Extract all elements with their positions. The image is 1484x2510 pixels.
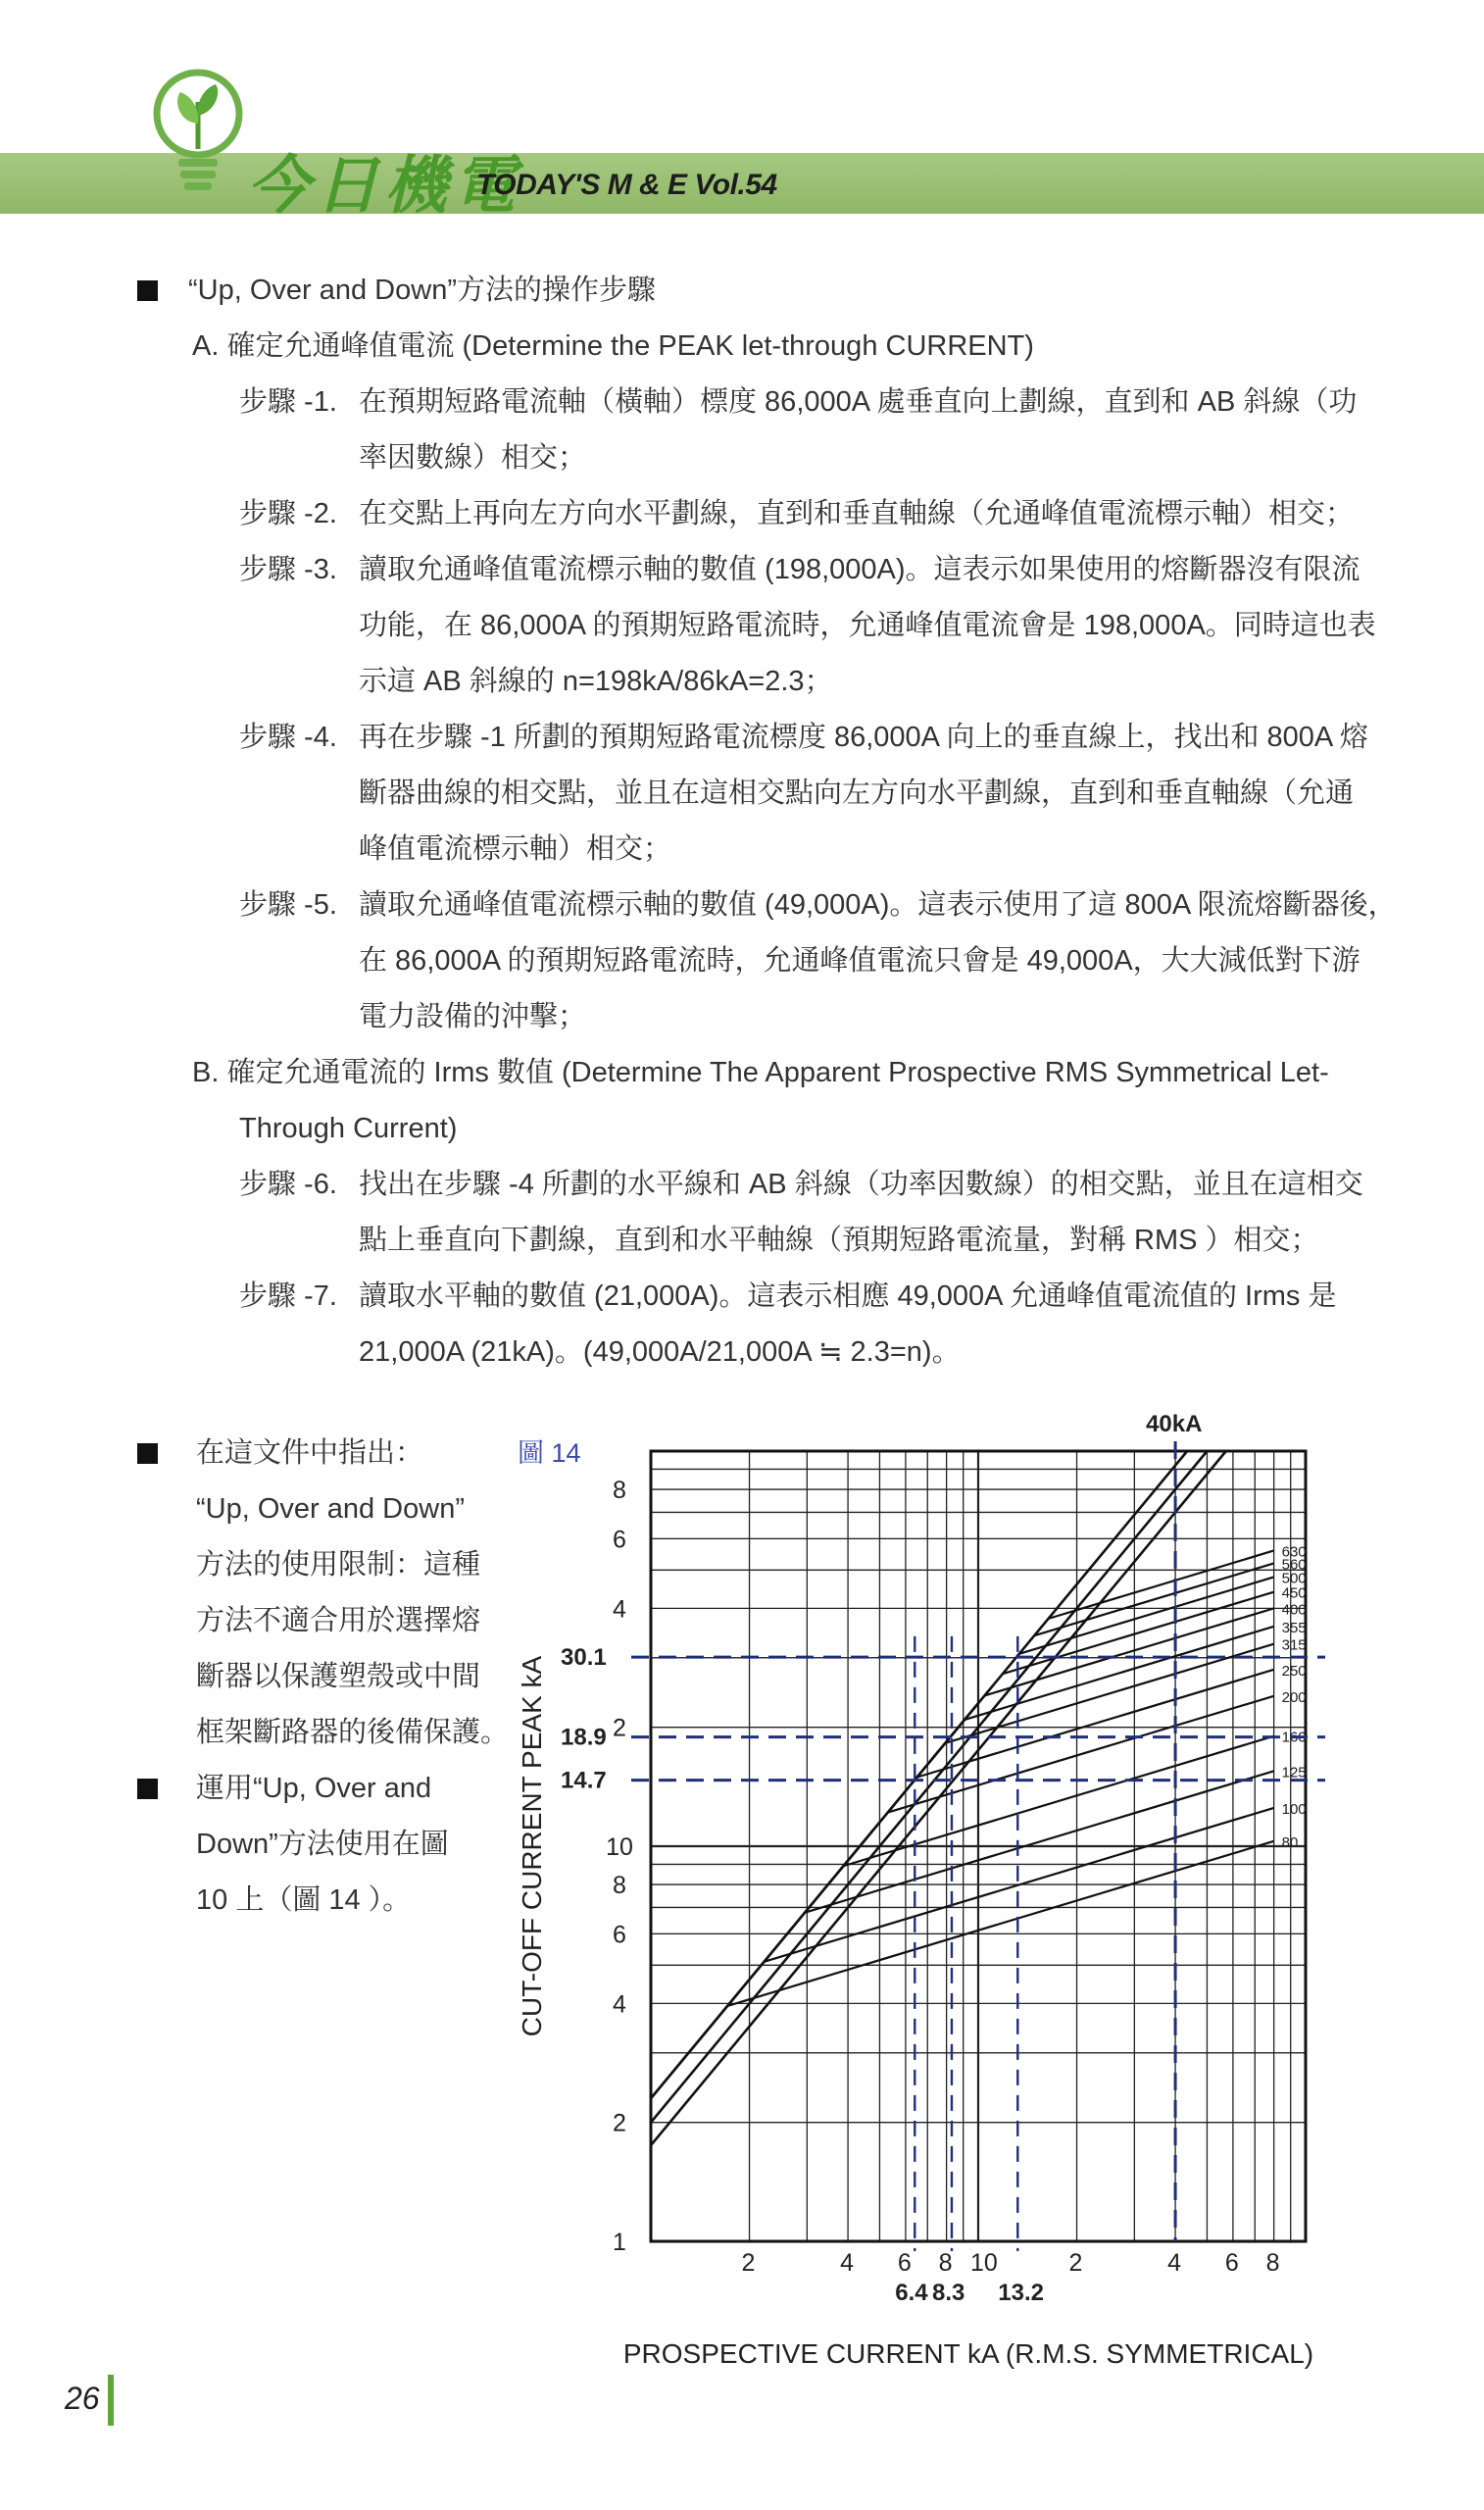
- step-4-line-2: 斷器曲線的相交點，並且在這相交點向左方向水平劃線，直到和垂直軸線（允通: [359, 778, 1355, 809]
- step-2-label: 步驟 -2.: [239, 498, 337, 529]
- page-number-bar: [108, 2375, 114, 2426]
- x-tick-label: 4: [1167, 2249, 1181, 2277]
- x-tick-label: 8: [938, 2249, 953, 2277]
- fuse-rating-label: 200: [1281, 1688, 1307, 1706]
- note1-line-6: 框架斷路器的後備保護。: [196, 1717, 510, 1748]
- note1-line-4: 方法不適合用於選擇熔: [196, 1605, 481, 1636]
- fuse-rating-label: 355: [1281, 1619, 1307, 1636]
- bullet-icon: [137, 280, 158, 301]
- step-4-line-3: 峰值電流標示軸）相交；: [359, 833, 672, 865]
- y-tick-label: 2: [613, 2109, 626, 2137]
- fuse-rating-label: 315: [1281, 1636, 1307, 1654]
- note1-line-5: 斷器以保護塑殼或中間: [196, 1661, 481, 1692]
- fuse-curve-line: [1034, 1563, 1273, 1635]
- y-tick-label: 8: [613, 1477, 626, 1505]
- fuse-rating-label: 80: [1281, 1833, 1299, 1851]
- section-heading: “Up, Over and Down”方法的操作步驟: [188, 275, 656, 306]
- y-tick-label: 4: [613, 1595, 626, 1624]
- y-tick-label: 10: [606, 1833, 633, 1861]
- page-number: 26: [65, 2381, 100, 2416]
- x-tick-label: 10: [970, 2249, 998, 2277]
- step-4-line-1: 再在步驟 -1 所劃的預期短路電流標度 86,000A 向上的垂直線上，找出和 800A 熔: [359, 722, 1368, 753]
- note1-line-1: 在這文件中指出：: [196, 1437, 424, 1469]
- y-tick-label: 8: [613, 1872, 626, 1900]
- note1-line-2: “Up, Over and Down”: [196, 1493, 465, 1525]
- fuse-curve-line: [727, 1841, 1274, 2006]
- x-tick-label: 2: [741, 2249, 756, 2277]
- note2-line-3: 10 上（圖 14 ）。: [196, 1884, 412, 1916]
- ab-line: [651, 1451, 1207, 2123]
- step-5-line-1: 讀取允通峰值電流標示軸的數值 (49,000A)。這表示使用了這 800A 限流熔斷器後，: [359, 889, 1397, 921]
- x-tick-label: 2: [1068, 2249, 1083, 2277]
- y-tick-label: 6: [613, 1921, 626, 1949]
- highlight-y-label: 18.9: [561, 1724, 607, 1751]
- x-tick-label: 8: [1265, 2249, 1280, 2277]
- part-b-title-line-1: B. 確定允通電流的 Irms 數值 (Determine The Apparent Prospective RMS Symmetrical Let-: [192, 1057, 1329, 1088]
- highlight-y-label: 14.7: [561, 1767, 607, 1794]
- fuse-curve-line: [917, 1670, 1274, 1778]
- bullet-icon: [137, 1443, 158, 1464]
- fuse-rating-label: 125: [1281, 1764, 1307, 1782]
- step-3-label: 步驟 -3.: [239, 554, 337, 585]
- step-1-label: 步驟 -1.: [239, 386, 337, 418]
- step-2-line-1: 在交點上再向左方向水平劃線，直到和垂直軸線（允通峰值電流標示軸）相交；: [359, 498, 1355, 529]
- step-6-label: 步驟 -6.: [239, 1169, 337, 1200]
- y-axis-title: CUT-OFF CURRENT PEAK kA: [517, 1655, 547, 2037]
- fuse-rating-label: 100: [1281, 1800, 1307, 1818]
- step-1-line-1: 在預期短路電流軸（橫軸）標度 86,000A 處垂直向上劃線，直到和 AB 斜線（功: [359, 386, 1358, 418]
- magazine-subtitle: TODAY'S M & E Vol.54: [476, 169, 777, 201]
- x-axis-title: PROSPECTIVE CURRENT kA (R.M.S. SYMMETRICAL): [622, 2338, 1314, 2369]
- note2-line-2: Down”方法使用在圖: [196, 1829, 449, 1860]
- x-tick-label: 6: [1224, 2249, 1239, 2277]
- step-7-line-2: 21,000A (21kA)。(49,000A/21,000A ≒ 2.3=n)。: [359, 1336, 961, 1368]
- step-3-line-1: 讀取允通峰值電流標示軸的數值 (198,000A)。這表示如果使用的熔斷器沒有限流: [359, 554, 1360, 585]
- step-5-line-2: 在 86,000A 的預期短路電流時，允通峰值電流只會是 49,000A，大大減低對下游: [359, 945, 1360, 977]
- step-4-label: 步驟 -4.: [239, 722, 337, 753]
- y-tick-label: 1: [613, 2229, 626, 2256]
- fuse-curve-line: [805, 1771, 1274, 1912]
- ab-line: [651, 1703, 978, 2098]
- fuse-rating-label: 450: [1281, 1584, 1307, 1602]
- y-tick-label: 4: [613, 1990, 626, 2019]
- fuse-rating-label: 630: [1281, 1543, 1307, 1561]
- highlight-x-label: 13.2: [998, 2280, 1044, 2306]
- magazine-title: 今日機電: [247, 149, 521, 223]
- highlight-y-label: 30.1: [561, 1644, 607, 1672]
- fuse-rating-label: 500: [1281, 1570, 1307, 1587]
- fuse-rating-label: 160: [1281, 1729, 1307, 1746]
- highlight-x-label: 8.3: [931, 2280, 965, 2306]
- fuse-rating-label: 400: [1281, 1601, 1307, 1619]
- step-6-line-2: 點上垂直向下劃線，直到和水平軸線（預期短路電流量，對稱 RMS ）相交；: [359, 1225, 1319, 1256]
- note1-line-3: 方法的使用限制：這種: [196, 1549, 481, 1581]
- x-tick-label: 4: [840, 2249, 854, 2277]
- part-a-title: A. 確定允通峰值電流 (Determine the PEAK let-through CURRENT): [192, 330, 1034, 362]
- step-1-line-2: 率因數線）相交；: [359, 442, 587, 474]
- step-5-line-3: 電力設備的沖擊；: [359, 1001, 587, 1032]
- bullet-icon: [137, 1779, 158, 1799]
- y-tick-label: 2: [613, 1714, 626, 1742]
- step-3-line-3: 示這 AB 斜線的 n=198kA/86kA=2.3；: [359, 666, 833, 697]
- y-tick-label: 6: [613, 1526, 626, 1554]
- part-b-title-line-2: Through Current): [239, 1113, 458, 1144]
- lightbulb-leaf-icon: [147, 63, 255, 220]
- step-3-line-2: 功能，在 86,000A 的預期短路電流時，允通峰值電流會是 198,000A。同時這也表: [359, 610, 1376, 641]
- note2-line-1: 運用“Up, Over and: [196, 1773, 432, 1804]
- fuse-rating-label: 250: [1281, 1662, 1307, 1680]
- figure-label: 圖 14: [518, 1438, 581, 1468]
- step-7-line-1: 讀取水平軸的數值 (21,000A)。這表示相應 49,000A 允通峰值電流值的 Irms 是: [359, 1280, 1337, 1312]
- highlight-x-label: 6.4: [895, 2280, 928, 2306]
- fuse-rating-label: 560: [1281, 1556, 1307, 1574]
- top-marker-label: 40kA: [1146, 1411, 1203, 1437]
- step-6-line-1: 找出在步驟 -4 所劃的水平線和 AB 斜線（功率因數線）的相交點，並且在這相交: [359, 1169, 1363, 1200]
- let-through-chart: [510, 1390, 1333, 2381]
- step-5-label: 步驟 -5.: [239, 889, 337, 921]
- step-7-label: 步驟 -7.: [239, 1280, 337, 1312]
- fuse-curve-line: [965, 1627, 1274, 1720]
- x-tick-label: 6: [897, 2249, 912, 2277]
